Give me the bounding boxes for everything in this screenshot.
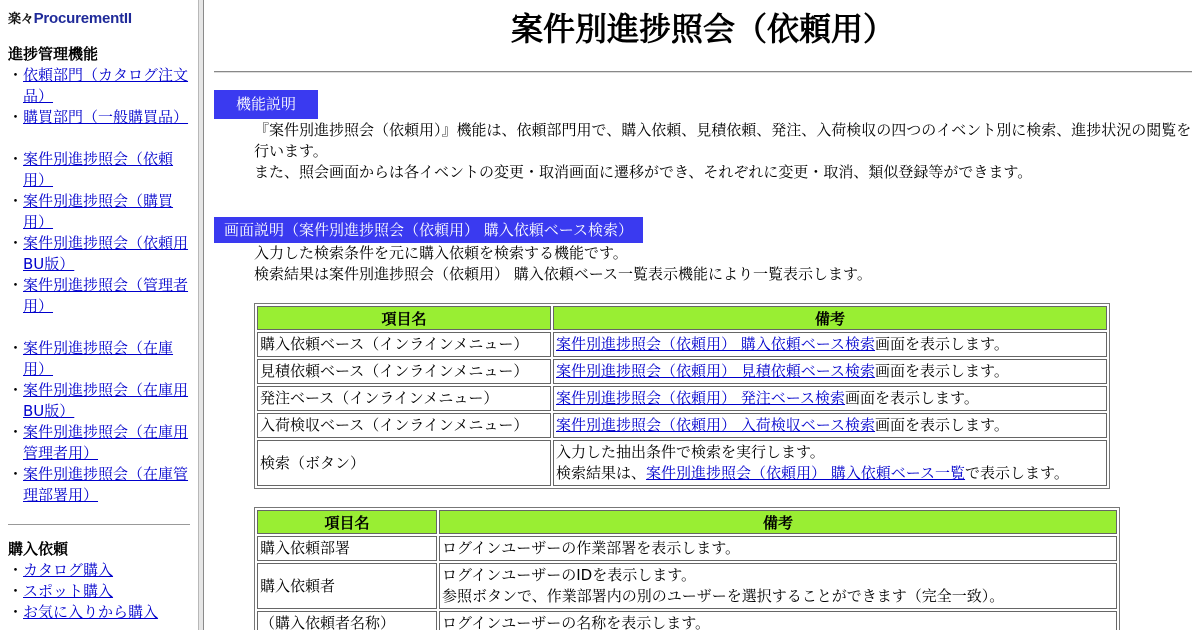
sidebar-divider (8, 524, 190, 525)
sidebar-heading-progress: 進捗管理機能 (8, 45, 99, 63)
bullet: ・ (8, 339, 24, 357)
frame-splitter[interactable] (198, 0, 204, 630)
sidebar-item (8, 464, 190, 506)
sidebar-item (8, 107, 190, 128)
note-text: 参照ボタンで、作業部署内の別のユーザーを選択することができます（完全一致）。 (442, 587, 1005, 605)
bullet: ・ (8, 66, 24, 84)
sidebar-link[interactable]: スポット購入 (23, 582, 114, 600)
sidebar-link[interactable]: 案件別進捗照会（在庫用 BU版） (23, 381, 189, 420)
item-table-1 (254, 303, 1110, 489)
note-text: 検索結果は、 (556, 464, 647, 482)
table-row (257, 563, 1117, 609)
sidebar-item (8, 581, 190, 602)
table-row (257, 536, 1117, 561)
bullet: ・ (8, 561, 24, 579)
bullet: ・ (8, 108, 24, 126)
sidebar-link[interactable]: 購買部門（一般購買品） (23, 108, 189, 126)
screen-description-2: 検索結果は案件別進捗照会（依頼用） 購入依頼ベース一覧表示機能により一覧表示します。 (254, 265, 872, 283)
table-row (257, 611, 1117, 630)
sidebar-link[interactable]: 案件別進捗照会（依頼用） (23, 150, 174, 189)
table-row (257, 359, 1107, 384)
sidebar-link[interactable]: 案件別進捗照会（管理者用） (23, 276, 189, 315)
note-text: ログインユーザーの名称を表示します。 (442, 614, 711, 630)
screen-link[interactable]: 案件別進捗照会（依頼用） 発注ベース検索 (556, 389, 846, 407)
note-text: 画面を表示します。 (875, 416, 1009, 434)
note-cell (439, 611, 1117, 630)
bullet: ・ (8, 381, 24, 399)
screen-link[interactable]: 案件別進捗照会（依頼用） 購入依頼ベース検索 (556, 335, 876, 353)
sidebar-item (8, 233, 190, 275)
app-logo[interactable]: 楽々ProcurementII (8, 10, 132, 27)
bullet: ・ (8, 276, 24, 294)
note-cell (553, 332, 1107, 357)
sidebar-heading-purchase: 購入依頼 (8, 540, 69, 558)
note-cell (553, 413, 1107, 438)
sidebar-group-1 (8, 65, 190, 128)
sidebar-item (8, 65, 190, 107)
function-description-2: また、照会画面からは各イベントの変更・取消画面に遷移ができ、それぞれに変更・取消、類似登録等ができます。 (254, 163, 1033, 181)
note-text: 画面を表示します。 (875, 362, 1009, 380)
page-title: 案件別進捗照会（依頼用） (510, 10, 895, 48)
sidebar-item (8, 275, 190, 317)
column-header-note: 備考 (439, 510, 1117, 534)
note-text: 画面を表示します。 (845, 389, 979, 407)
note-cell (553, 359, 1107, 384)
table-row (257, 413, 1107, 438)
sidebar-link[interactable]: 案件別進捗照会（在庫用 管理者用） (23, 423, 189, 462)
sidebar-item (8, 191, 190, 233)
section-heading-screen: 画面説明（案件別進捗照会（依頼用） 購入依頼ベース検索） (214, 217, 643, 243)
screen-description-1: 入力した検索条件を元に購入依頼を検索する機能です。 (254, 244, 628, 262)
sidebar-link[interactable]: 案件別進捗照会（依頼用 BU版） (23, 234, 189, 273)
item-name-cell: 発注ベース（インラインメニュー） (257, 386, 551, 411)
bullet: ・ (8, 603, 24, 621)
item-name-cell: 入荷検収ベース（インラインメニュー） (257, 413, 551, 438)
sidebar-link[interactable]: カタログ購入 (23, 561, 114, 579)
sidebar-group-4 (8, 560, 190, 623)
note-text: で表示します。 (965, 464, 1069, 482)
note-text: 入力した抽出条件で検索を実行します。 (556, 443, 825, 461)
column-header-note: 備考 (553, 306, 1107, 330)
screen-link[interactable]: 案件別進捗照会（依頼用） 購入依頼ベース一覧 (646, 464, 966, 482)
item-name-cell: 購入依頼ベース（インラインメニュー） (257, 332, 551, 357)
sidebar-link[interactable]: 案件別進捗照会（購買用） (23, 192, 174, 231)
sidebar-link[interactable]: 依頼部門（カタログ注文品） (23, 66, 189, 105)
table-row (257, 440, 1107, 486)
sidebar-link[interactable]: 案件別進捗照会（在庫管理部署用） (23, 465, 189, 504)
bullet: ・ (8, 192, 24, 210)
sidebar-group-2 (8, 149, 190, 317)
table-row (257, 386, 1107, 411)
screen-link[interactable]: 案件別進捗照会（依頼用） 見積依頼ベース検索 (556, 362, 876, 380)
column-header-item: 項目名 (257, 510, 437, 534)
main-content (214, 0, 1192, 630)
title-divider (214, 71, 1192, 73)
note-text: 画面を表示します。 (875, 335, 1009, 353)
sidebar-item (8, 602, 190, 623)
sidebar-item (8, 380, 190, 422)
bullet: ・ (8, 234, 24, 252)
screen-link[interactable]: 案件別進捗照会（依頼用） 入荷検収ベース検索 (556, 416, 876, 434)
sidebar-item (8, 338, 190, 380)
bullet: ・ (8, 150, 24, 168)
sidebar-group-3 (8, 338, 190, 506)
item-name-cell: 検索（ボタン） (257, 440, 551, 486)
sidebar-link[interactable]: お気に入りから購入 (23, 603, 159, 621)
note-text: ログインユーザーの作業部署を表示します。 (442, 539, 741, 557)
item-name-cell: 購入依頼部署 (257, 536, 437, 561)
sidebar-item (8, 422, 190, 464)
item-name-cell: （購入依頼者名称） (257, 611, 437, 630)
bullet: ・ (8, 582, 24, 600)
item-table-2 (254, 507, 1120, 630)
table-row (257, 332, 1107, 357)
note-cell (553, 386, 1107, 411)
sidebar-item (8, 560, 190, 581)
note-cell (439, 536, 1117, 561)
bullet: ・ (8, 423, 24, 441)
section-heading-function: 機能説明 (214, 90, 318, 119)
note-cell (553, 440, 1107, 486)
sidebar-item (8, 149, 190, 191)
item-name-cell: 見積依頼ベース（インラインメニュー） (257, 359, 551, 384)
bullet: ・ (8, 465, 24, 483)
sidebar-nav (0, 0, 196, 630)
item-name-cell: 購入依頼者 (257, 563, 437, 609)
column-header-item: 項目名 (257, 306, 551, 330)
note-cell (439, 563, 1117, 609)
note-text: ログインユーザーのIDを表示します。 (442, 566, 697, 584)
sidebar-link[interactable]: 案件別進捗照会（在庫用） (23, 339, 174, 378)
function-description-1: 『案件別進捗照会（依頼用）』機能は、依頼部門用で、購入依頼、見積依頼、発注、入荷検収の四つのイベント別に検索、進捗状況の閲覧を行います。 (254, 121, 1192, 160)
